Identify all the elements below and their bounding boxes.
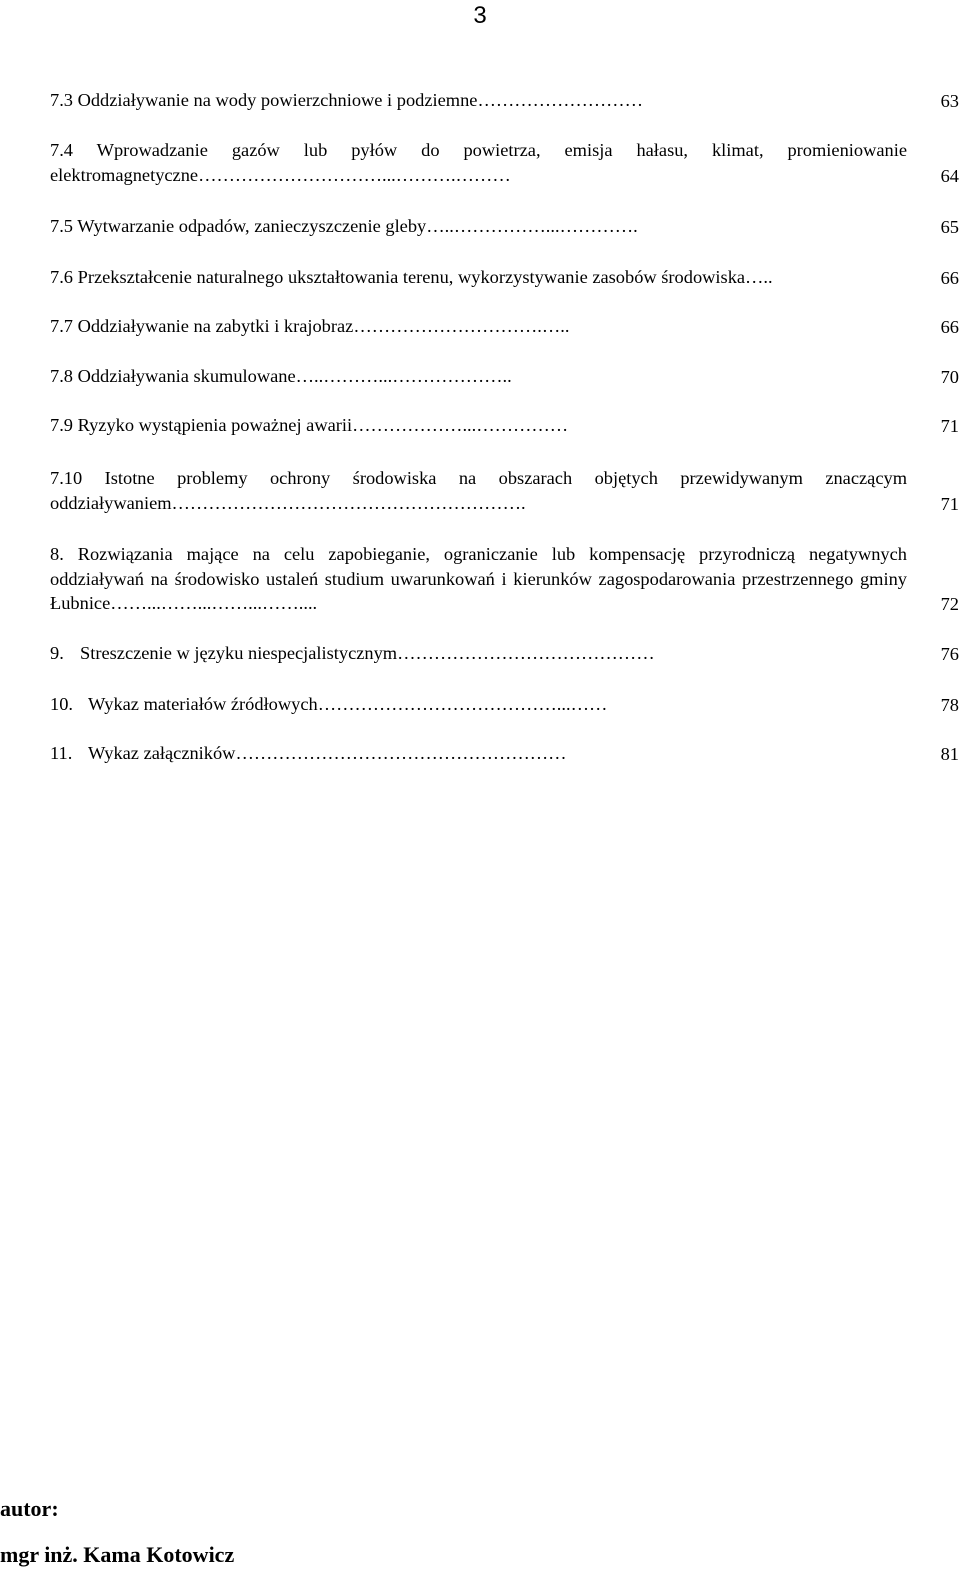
toc-entry-title: 7.6 Przekształcenie naturalnego ukształtowania terenu, wykorzystywanie zasobów środowiska….. [50,267,773,287]
toc-entry-title [50,641,930,666]
toc-entry-page: 64 [940,165,959,186]
toc-entry-title-text: Wykaz materiałów źródłowych…………………………………...…… [88,694,608,714]
toc-entry-title-text: Rozwiązania mające na celu zapobieganie, ograniczanie lub kompensację przyrodniczą negatywnych oddziaływań na środowisko ustaleń studium uwarunkowań i kierunków zagospodarowania przestrzennego gminy Łubnice……...……...……...…….... [50,544,907,613]
toc-entry-title [50,542,907,616]
toc-entry-page: 78 [940,694,959,715]
toc-entry-7-10[interactable] [50,466,959,516]
toc-entry-7-4[interactable] [50,138,959,188]
toc-entry-title-text: Streszczenie w języku niespecjalistycznym…………………………………… [80,643,655,663]
toc-entry-title: 7.5 Wytwarzanie odpadów, zanieczyszczenie gleby…..……………...…………. [50,216,638,236]
toc-entry-title [50,741,930,766]
toc-entry-7-9[interactable] [50,413,959,438]
page-number: 3 [473,2,487,29]
toc-entry-page: 70 [940,366,959,387]
toc-entry-page: 76 [940,643,959,664]
toc-entry-number: 10. [50,694,73,714]
toc-entry-10[interactable] [50,692,959,717]
toc-entry-title-text: Wykaz załączników……………………………………………… [88,743,567,763]
toc-entry-page: 72 [940,593,959,614]
toc-entry-title: 7.9 Ryzyko wystąpienia poważnej awarii………………...…………… [50,415,569,435]
toc-entry-7-5[interactable] [50,214,959,239]
toc-entry-7-3[interactable] [50,88,959,113]
toc-entry-page: 66 [940,267,959,288]
toc-entry-title: 7.8 Oddziaływania skumulowane…..………...……………….. [50,366,512,386]
toc-entry-page: 71 [940,415,959,436]
toc-entry-8[interactable] [50,542,959,616]
toc-entry-7-8[interactable] [50,364,959,389]
toc-entry-title: 7.4 Wprowadzanie gazów lub pyłów do powietrza, emisja hałasu, klimat, promieniowanie elektromagnetyczne…………………………...……….……… [50,140,907,185]
toc-entry-number: 8. [50,544,64,564]
author-label: autor: [0,1496,59,1521]
toc-entry-page: 66 [940,316,959,337]
toc-entry-page: 65 [940,216,959,237]
toc-entry-title: 7.3 Oddziaływanie na wody powierzchniowe i podziemne……………………… [50,90,643,110]
toc-entry-7-6[interactable] [50,265,959,290]
toc-entry-title [50,692,930,717]
toc-entry-7-7[interactable] [50,314,959,339]
toc-entry-number: 9. [50,643,64,663]
toc-entry-page: 63 [940,90,959,111]
toc-entry-9[interactable] [50,641,959,666]
toc-entry-title: 7.10 Istotne problemy ochrony środowiska na obszarach objętych przewidywanym znaczącym oddziaływaniem…………………………………………………. [50,468,907,513]
toc-entry-title: 7.7 Oddziaływanie na zabytki i krajobraz………………………….….. [50,316,570,336]
toc-entry-page: 71 [940,493,959,514]
author-name: mgr inż. Kama Kotowicz [0,1542,235,1567]
toc-entry-number: 11. [50,743,73,763]
toc-entry-page: 81 [940,743,959,764]
toc-entry-11[interactable] [50,741,959,766]
